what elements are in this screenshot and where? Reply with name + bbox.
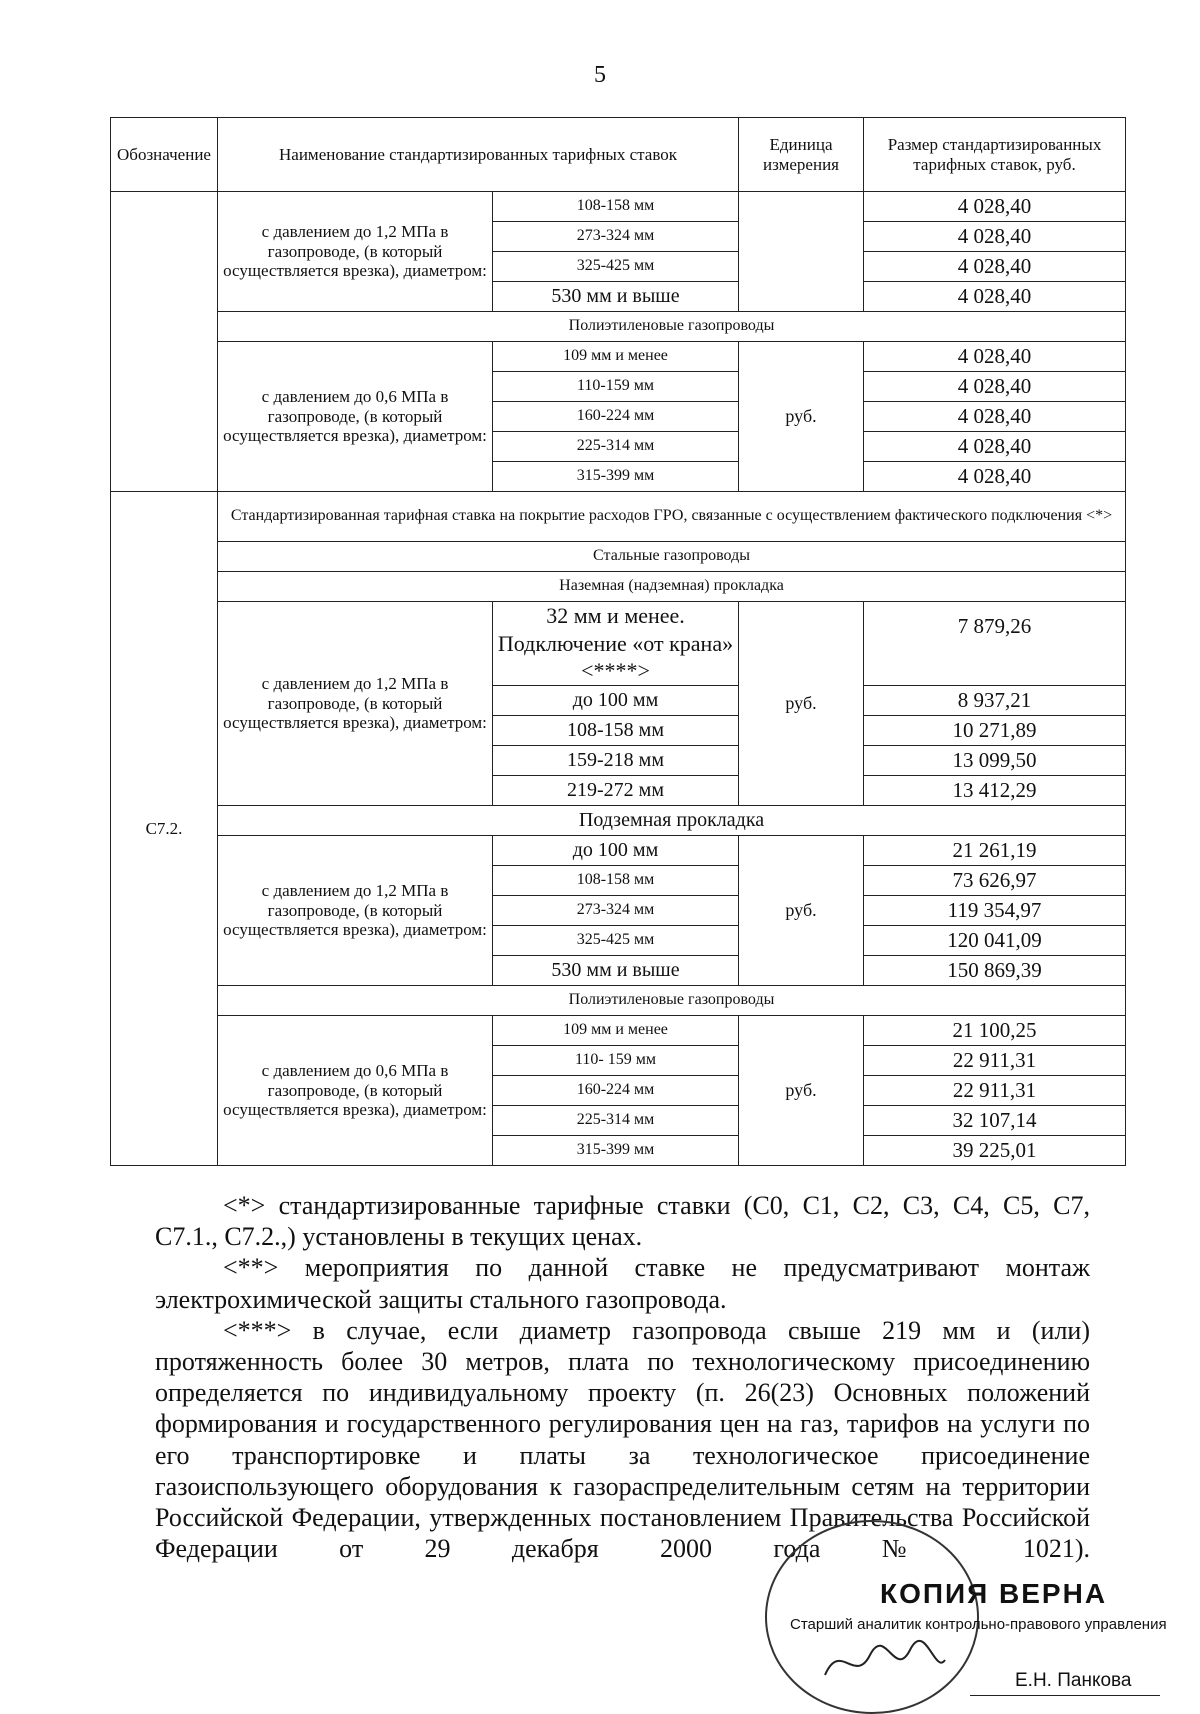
diameter-cell: 108-158 мм	[493, 192, 739, 222]
value-cell: 4 028,40	[864, 462, 1126, 492]
signature-line	[970, 1695, 1160, 1696]
signature-icon	[820, 1630, 950, 1690]
value-cell: 13 099,50	[864, 746, 1126, 776]
value-cell: 4 028,40	[864, 342, 1126, 372]
unit-cell: руб.	[739, 836, 864, 986]
table-row	[111, 836, 1126, 866]
description-cell: с давлением до 0,6 МПа в газопроводе, (в который осуществляется врезка), диаметром:	[218, 1016, 493, 1166]
section-c72-title: Стандартизированная тарифная ставка на покрытие расходов ГРО, связанные с осуществлением фактического подключения <*>	[218, 492, 1126, 542]
table-row	[111, 342, 1126, 372]
code-cell: С7.2.	[111, 492, 218, 1166]
footnote-1: <*> стандартизированные тарифные ставки (С0, С1, С2, С3, С4, С5, С7, С7.1., С7.2.,) установлены в текущих ценах.	[155, 1191, 1090, 1252]
description-cell: с давлением до 0,6 МПа в газопроводе, (в который осуществляется врезка), диаметром:	[218, 342, 493, 492]
section-row	[111, 542, 1126, 572]
diameter-cell: 325-425 мм	[493, 252, 739, 282]
value-cell: 120 041,09	[864, 926, 1126, 956]
value-cell: 32 107,14	[864, 1106, 1126, 1136]
diameter-cell: 160-224 мм	[493, 402, 739, 432]
value-cell: 4 028,40	[864, 192, 1126, 222]
footnote-3: <***> в случае, если диаметр газопровода свыше 219 мм и (или) протяженность более 30 метров, плата по технологическому присоединению определяется по индивидуальному проекту (п. 26(23) Основных положений формирования и государственного регулирования цен на газ, тарифов на услуги по его транспортировке и платы за технологическое присоединение газоиспользующего оборудования к газораспределительным сетям на территории Российской Федерации, утвержденных постановлением Правительства Российской Федерации от 29 декабря 2000 года № 1021).	[155, 1315, 1090, 1564]
value-cell: 22 911,31	[864, 1076, 1126, 1106]
diameter-cell: 108-158 мм	[493, 716, 739, 746]
section-steel: Стальные газопроводы	[218, 542, 1126, 572]
stamp-name: Е.Н. Панкова	[1015, 1670, 1132, 1691]
diameter-cell: 109 мм и менее	[493, 342, 739, 372]
section-row	[111, 492, 1126, 542]
stamp-role: Старший аналитик контрольно-правового управления	[790, 1616, 1167, 1633]
diameter-cell: 325-425 мм	[493, 926, 739, 956]
diameter-cell: 32 мм и менее. Подключение «от крана» <****>	[493, 602, 739, 686]
diameter-cell: 315-399 мм	[493, 462, 739, 492]
value-cell: 4 028,40	[864, 222, 1126, 252]
certification-stamp	[760, 1520, 1170, 1705]
section-row	[111, 572, 1126, 602]
table-row	[111, 192, 1126, 222]
description-cell: с давлением до 1,2 МПа в газопроводе, (в который осуществляется врезка), диаметром:	[218, 602, 493, 806]
value-cell: 4 028,40	[864, 432, 1126, 462]
diameter-cell: 530 мм и выше	[493, 956, 739, 986]
header-unit: Единица измерения	[739, 118, 864, 192]
unit-cell: руб.	[739, 342, 864, 492]
diameter-cell: 225-314 мм	[493, 432, 739, 462]
diameter-cell: 530 мм и выше	[493, 282, 739, 312]
header-size: Размер стандартизированных тарифных ставок, руб.	[864, 118, 1126, 192]
diameter-cell: до 100 мм	[493, 836, 739, 866]
unit-cell: руб.	[739, 1016, 864, 1166]
section-poly: Полиэтиленовые газопроводы	[218, 986, 1126, 1016]
section-above-ground: Наземная (надземная) прокладка	[218, 572, 1126, 602]
section-row	[111, 806, 1126, 836]
section-poly: Полиэтиленовые газопроводы	[218, 312, 1126, 342]
value-cell: 73 626,97	[864, 866, 1126, 896]
value-cell: 13 412,29	[864, 776, 1126, 806]
tariff-table	[110, 117, 1126, 1166]
table-row	[111, 1016, 1126, 1046]
header-code: Обозначение	[111, 118, 218, 192]
diameter-cell: 225-314 мм	[493, 1106, 739, 1136]
diameter-cell: 160-224 мм	[493, 1076, 739, 1106]
value-cell: 10 271,89	[864, 716, 1126, 746]
diameter-cell: 219-272 мм	[493, 776, 739, 806]
diameter-cell: 110-159 мм	[493, 372, 739, 402]
table-row	[111, 602, 1126, 686]
value-cell: 21 261,19	[864, 836, 1126, 866]
diameter-cell: 110- 159 мм	[493, 1046, 739, 1076]
value-cell: 7 879,26	[864, 602, 1126, 686]
value-cell: 21 100,25	[864, 1016, 1126, 1046]
diameter-cell: до 100 мм	[493, 686, 739, 716]
diameter-cell: 273-324 мм	[493, 222, 739, 252]
section-underground: Подземная прокладка	[218, 806, 1126, 836]
diameter-cell: 315-399 мм	[493, 1136, 739, 1166]
unit-cell: руб.	[739, 602, 864, 806]
diameter-cell: 108-158 мм	[493, 866, 739, 896]
page-number: 5	[594, 62, 606, 88]
value-cell: 39 225,01	[864, 1136, 1126, 1166]
diameter-cell: 273-324 мм	[493, 896, 739, 926]
diameter-cell: 109 мм и менее	[493, 1016, 739, 1046]
stamp-title: КОПИЯ ВЕРНА	[880, 1578, 1108, 1609]
footnotes	[155, 1190, 1090, 1564]
value-cell: 4 028,40	[864, 372, 1126, 402]
section-row	[111, 312, 1126, 342]
value-cell: 150 869,39	[864, 956, 1126, 986]
value-cell: 22 911,31	[864, 1046, 1126, 1076]
footnote-2: <**> мероприятия по данной ставке не предусматривают монтаж электрохимической защиты стального газопровода.	[155, 1253, 1090, 1314]
value-cell: 4 028,40	[864, 252, 1126, 282]
value-cell: 119 354,97	[864, 896, 1126, 926]
header-name: Наименование стандартизированных тарифных ставок	[218, 118, 739, 192]
diameter-cell: 159-218 мм	[493, 746, 739, 776]
value-cell: 8 937,21	[864, 686, 1126, 716]
section-row	[111, 986, 1126, 1016]
description-cell: с давлением до 1,2 МПа в газопроводе, (в который осуществляется врезка), диаметром:	[218, 192, 493, 312]
code-cell-blank	[111, 192, 218, 492]
table-header-row	[111, 118, 1126, 192]
value-cell: 4 028,40	[864, 402, 1126, 432]
description-cell: с давлением до 1,2 МПа в газопроводе, (в который осуществляется врезка), диаметром:	[218, 836, 493, 986]
value-cell: 4 028,40	[864, 282, 1126, 312]
unit-cell-blank	[739, 192, 864, 312]
